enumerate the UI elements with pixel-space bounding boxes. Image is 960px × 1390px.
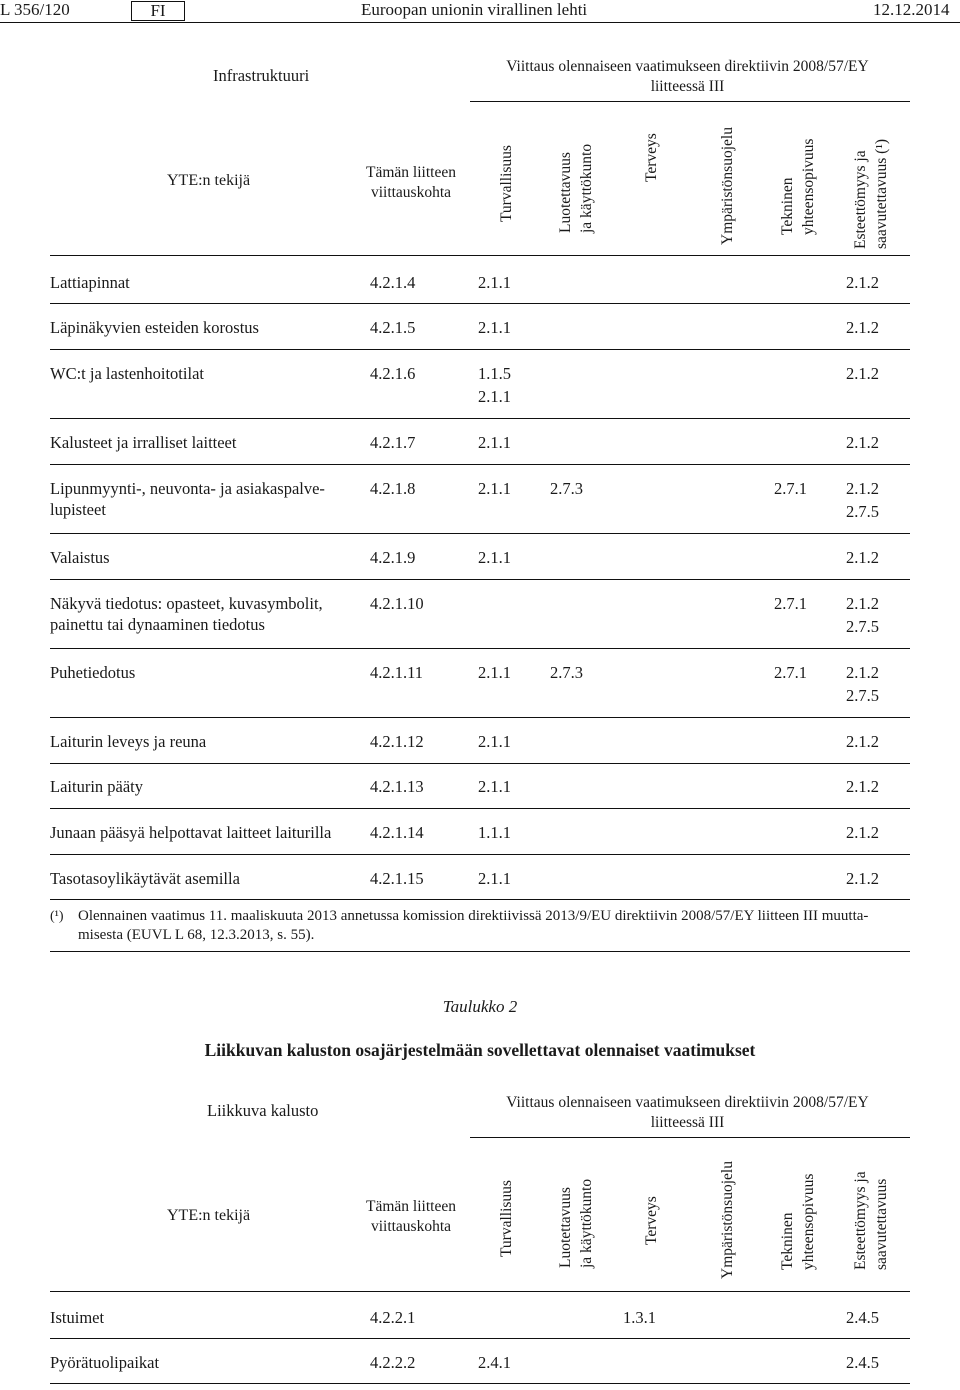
col-technical-line1: Tekninen — [779, 177, 796, 235]
col-health-header: Terveys — [643, 133, 660, 182]
row-ref: 4.2.1.15 — [370, 869, 424, 888]
rule — [470, 101, 910, 102]
language-badge — [131, 1, 185, 21]
row-name: Puhetiedotus — [50, 663, 136, 682]
row-safety: 2.1.1 — [478, 777, 511, 796]
col-safety-header: Turvallisuus — [498, 145, 515, 222]
row-rule — [50, 349, 910, 350]
row-access: 2.1.2 — [846, 318, 879, 337]
row-name: Pyörätuolipaikat — [50, 1353, 160, 1372]
row-technical: 2.7.1 — [774, 663, 807, 682]
footnote-rule — [50, 951, 910, 952]
row-ref: 4.2.1.4 — [370, 273, 416, 292]
row-rule — [50, 1383, 910, 1384]
row-ref: 4.2.1.8 — [370, 479, 416, 498]
row-rule — [50, 808, 910, 809]
row-reliability: 2.7.3 — [550, 663, 583, 682]
col-accessibility-header — [850, 1171, 892, 1270]
col-environment-header: Ympäristönsuojelu — [719, 1161, 736, 1279]
row-health: 1.3.1 — [623, 1308, 656, 1327]
row-name-2: lupisteet — [50, 500, 106, 519]
row-name: Laiturin pääty — [50, 777, 144, 796]
row-name: Näkyvä tiedotus: opasteet, kuvasymbolit, — [50, 594, 323, 613]
journal-title: Euroopan unionin virallinen lehti — [361, 0, 588, 19]
row-rule — [50, 717, 910, 718]
row-rule — [50, 464, 910, 465]
row-safety: 2.1.1 — [478, 548, 511, 567]
col-yte-header: YTE:n tekijä — [167, 1207, 251, 1224]
group-rolling-stock: Liikkuva kalusto — [207, 1101, 319, 1120]
group-infrastructure: Infrastruktuuri — [213, 66, 310, 85]
header-rule — [0, 22, 960, 23]
col-technical-line2: yhteensopivuus — [800, 1173, 817, 1270]
row-name: WC:t ja lastenhoitotilat — [50, 364, 204, 383]
col-technical-header — [777, 1174, 819, 1270]
row-access-2: 2.7.5 — [846, 502, 879, 521]
group-reference-line2: liitteessä III — [650, 78, 725, 95]
row-safety: 2.1.1 — [478, 732, 511, 751]
row-access: 2.1.2 — [846, 364, 879, 383]
row-ref: 4.2.1.14 — [370, 823, 424, 842]
col-technical-header — [777, 139, 819, 235]
col-environment-header: Ympäristönsuojelu — [719, 127, 736, 245]
col-reliability-header — [555, 1179, 597, 1268]
row-access: 2.4.5 — [846, 1353, 879, 1372]
row-rule — [50, 533, 910, 534]
header-bottom-rule — [50, 1291, 910, 1292]
group-reference-line2: liitteessä III — [650, 1114, 725, 1131]
col-ref-header — [356, 1197, 466, 1237]
group-reference — [470, 1093, 905, 1133]
col-accessibility-header — [850, 139, 892, 249]
col-accessibility-line2: saavutettavuus — [873, 1178, 890, 1270]
table2-caption: Taulukko 2 — [442, 997, 518, 1016]
row-access: 2.1.2 — [846, 869, 879, 888]
row-access: 2.1.2 — [846, 479, 879, 498]
col-accessibility-line2: saavutettavuus (¹) — [873, 138, 890, 249]
col-reliability-header — [555, 144, 597, 233]
row-rule — [50, 854, 910, 855]
group-reference — [470, 57, 905, 97]
row-rule — [50, 418, 910, 419]
row-safety: 2.4.1 — [478, 1353, 511, 1372]
row-safety: 2.1.1 — [478, 318, 511, 337]
row-ref: 4.2.2.2 — [370, 1353, 416, 1372]
row-name: Istuimet — [50, 1308, 105, 1327]
publication-date: 12.12.2014 — [873, 0, 950, 19]
row-safety: 2.1.1 — [478, 433, 511, 452]
col-ref-header — [356, 163, 466, 203]
row-safety: 2.1.1 — [478, 273, 511, 292]
row-safety: 2.1.1 — [478, 869, 511, 888]
row-access-2: 2.7.5 — [846, 686, 879, 705]
row-ref: 4.2.1.12 — [370, 732, 424, 751]
group-reference-line1: Viittaus olennaiseen vaatimukseen direktiivin 2008/57/EY — [506, 1094, 869, 1111]
col-reliability-line2: ja käyttökunto — [578, 143, 595, 233]
col-ref-line2: viittauskohta — [370, 184, 452, 201]
footnote-mark: (¹) — [50, 909, 64, 924]
row-rule — [50, 579, 910, 580]
footnote-text — [78, 907, 910, 945]
page-reference: L 356/120 — [0, 0, 70, 19]
row-access: 2.1.2 — [846, 273, 879, 292]
row-reliability: 2.7.3 — [550, 479, 583, 498]
row-ref: 4.2.1.13 — [370, 777, 424, 796]
row-ref: 4.2.2.1 — [370, 1308, 416, 1327]
col-ref-line1: Tämän liitteen — [366, 1198, 456, 1215]
header-bottom-rule — [50, 255, 910, 256]
footnote-line1: Olennainen vaatimus 11. maaliskuuta 2013 annetussa komission direktiivissä 2013/9/EU direktiivin 2008/57/EY liitteen III muutta- — [78, 908, 869, 924]
table-bottom-rule — [50, 899, 910, 900]
row-name: Läpinäkyvien esteiden korostus — [50, 318, 259, 337]
col-safety-header: Turvallisuus — [498, 1180, 515, 1257]
row-ref: 4.2.1.5 — [370, 318, 416, 337]
row-name: Lipunmyynti-, neuvonta- ja asiakaspalve- — [50, 479, 325, 498]
row-safety-2: 2.1.1 — [478, 387, 511, 406]
row-name: Kalusteet ja irralliset laitteet — [50, 433, 237, 452]
row-access: 2.1.2 — [846, 823, 879, 842]
col-reliability-line1: Luotettavuus — [557, 152, 574, 233]
rule — [470, 1137, 910, 1138]
footnote-line2: misesta (EUVL L 68, 12.3.2013, s. 55). — [78, 927, 315, 943]
row-name-2: painettu tai dynaaminen tiedotus — [50, 615, 265, 634]
row-access: 2.1.2 — [846, 663, 879, 682]
col-reliability-line2: ja käyttökunto — [578, 1178, 595, 1268]
language-label: FI — [150, 1, 166, 20]
row-access: 2.1.2 — [846, 433, 879, 452]
table2-title: Liikkuvan kaluston osajärjestelmään sovellettavat olennaiset vaatimukset — [204, 1040, 756, 1060]
row-name: Lattiapinnat — [50, 273, 130, 292]
row-technical: 2.7.1 — [774, 594, 807, 613]
row-rule — [50, 303, 910, 304]
row-access: 2.4.5 — [846, 1308, 879, 1327]
row-access: 2.1.2 — [846, 548, 879, 567]
col-accessibility-line1: Esteettömyys ja — [852, 150, 869, 249]
group-reference-line1: Viittaus olennaiseen vaatimukseen direktiivin 2008/57/EY — [506, 58, 869, 75]
col-technical-line2: yhteensopivuus — [800, 138, 817, 235]
row-access-2: 2.7.5 — [846, 617, 879, 636]
row-access: 2.1.2 — [846, 732, 879, 751]
row-ref: 4.2.1.10 — [370, 594, 424, 613]
row-technical: 2.7.1 — [774, 479, 807, 498]
row-name: Laiturin leveys ja reuna — [50, 732, 207, 751]
row-ref: 4.2.1.9 — [370, 548, 416, 567]
col-health-header: Terveys — [643, 1196, 660, 1245]
row-ref: 4.2.1.11 — [370, 663, 424, 682]
row-rule — [50, 763, 910, 764]
col-yte-header: YTE:n tekijä — [167, 172, 251, 189]
row-safety: 1.1.5 — [478, 364, 511, 383]
row-rule — [50, 1338, 910, 1339]
col-accessibility-line1: Esteettömyys ja — [852, 1171, 869, 1270]
row-name: Tasotasoylikäytävät asemilla — [50, 869, 240, 888]
row-safety: 1.1.1 — [478, 823, 511, 842]
row-safety: 2.1.1 — [478, 479, 511, 498]
row-name: Valaistus — [50, 548, 110, 567]
col-ref-line1: Tämän liitteen — [366, 164, 456, 181]
row-name: Junaan pääsyä helpottavat laitteet laiturilla — [50, 823, 332, 842]
col-reliability-line1: Luotettavuus — [557, 1187, 574, 1268]
row-safety: 2.1.1 — [478, 663, 511, 682]
row-ref: 4.2.1.7 — [370, 433, 416, 452]
row-access: 2.1.2 — [846, 777, 879, 796]
row-rule — [50, 648, 910, 649]
row-ref: 4.2.1.6 — [370, 364, 416, 383]
col-technical-line1: Tekninen — [779, 1212, 796, 1270]
row-access: 2.1.2 — [846, 594, 879, 613]
col-ref-line2: viittauskohta — [370, 1218, 452, 1235]
